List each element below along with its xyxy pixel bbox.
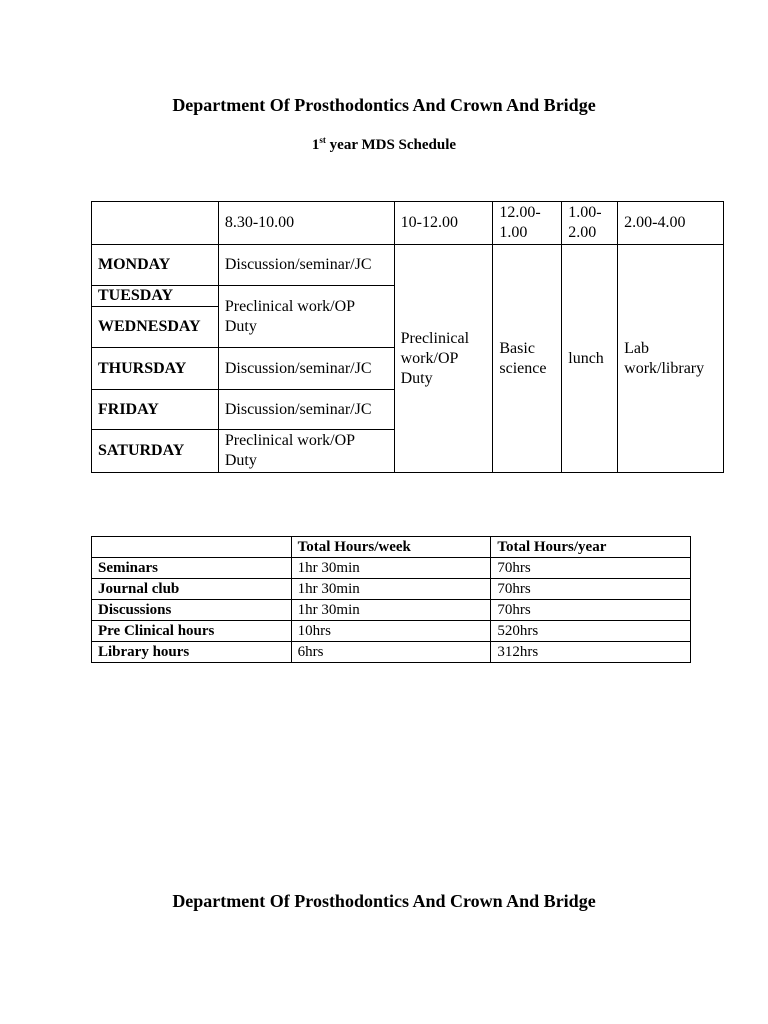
slot-cell: Discussion/seminar/JC bbox=[218, 390, 394, 430]
footer-title: Department Of Prosthodontics And Crown And Bridge bbox=[172, 891, 596, 911]
time-header: 10-12.00 bbox=[394, 202, 493, 245]
schedule-corner-cell bbox=[92, 202, 219, 245]
hours-row bbox=[92, 642, 691, 663]
total-hours-table bbox=[91, 536, 691, 663]
subtitle-superscript: st bbox=[319, 135, 326, 145]
slot-cell: Basic science bbox=[493, 245, 562, 473]
page-title: Department Of Prosthodontics And Crown And Bridge bbox=[172, 95, 596, 115]
hours-row bbox=[92, 579, 691, 600]
slot-cell: Preclinical work/OP Duty bbox=[218, 430, 394, 473]
day-cell: TUESDAY bbox=[92, 286, 219, 307]
slot-cell: Preclinical work/OP Duty bbox=[218, 286, 394, 348]
schedule-header-row bbox=[92, 202, 724, 245]
activity-cell: Pre Clinical hours bbox=[92, 621, 292, 642]
activity-cell: Seminars bbox=[92, 558, 292, 579]
hours-header bbox=[92, 537, 292, 558]
year-hours-cell: 70hrs bbox=[491, 558, 691, 579]
hours-header-row bbox=[92, 537, 691, 558]
year-hours-cell: 70hrs bbox=[491, 579, 691, 600]
activity-cell: Library hours bbox=[92, 642, 292, 663]
day-cell: SATURDAY bbox=[92, 430, 219, 473]
activity-cell: Discussions bbox=[92, 600, 292, 621]
time-header: 8.30-10.00 bbox=[218, 202, 394, 245]
week-hours-cell: 1hr 30min bbox=[291, 558, 491, 579]
year-hours-cell: 520hrs bbox=[491, 621, 691, 642]
hours-header: Total Hours/week bbox=[291, 537, 491, 558]
weekly-schedule-table bbox=[91, 201, 724, 473]
week-hours-cell: 10hrs bbox=[291, 621, 491, 642]
time-header: 1.00- 2.00 bbox=[562, 202, 618, 245]
hours-row bbox=[92, 558, 691, 579]
activity-cell: Journal club bbox=[92, 579, 292, 600]
hours-row bbox=[92, 600, 691, 621]
week-hours-cell: 1hr 30min bbox=[291, 600, 491, 621]
hours-header: Total Hours/year bbox=[491, 537, 691, 558]
slot-cell: Preclinical work/OP Duty bbox=[394, 245, 493, 473]
time-header: 12.00- 1.00 bbox=[493, 202, 562, 245]
subtitle-text: year MDS Schedule bbox=[325, 137, 457, 153]
schedule-subtitle bbox=[0, 135, 768, 154]
subtitle-number: 1 bbox=[311, 137, 320, 153]
slot-cell: Discussion/seminar/JC bbox=[218, 245, 394, 286]
year-hours-cell: 70hrs bbox=[491, 600, 691, 621]
slot-cell: Lab work/library bbox=[618, 245, 724, 473]
day-cell: THURSDAY bbox=[92, 348, 219, 390]
week-hours-cell: 6hrs bbox=[291, 642, 491, 663]
hours-row bbox=[92, 621, 691, 642]
day-cell: MONDAY bbox=[92, 245, 219, 286]
week-hours-cell: 1hr 30min bbox=[291, 579, 491, 600]
day-cell: FRIDAY bbox=[92, 390, 219, 430]
day-cell: WEDNESDAY bbox=[92, 307, 219, 348]
time-header: 2.00-4.00 bbox=[618, 202, 724, 245]
year-hours-cell: 312hrs bbox=[491, 642, 691, 663]
slot-cell: Discussion/seminar/JC bbox=[218, 348, 394, 390]
slot-cell: lunch bbox=[562, 245, 618, 473]
schedule-row bbox=[92, 245, 724, 286]
